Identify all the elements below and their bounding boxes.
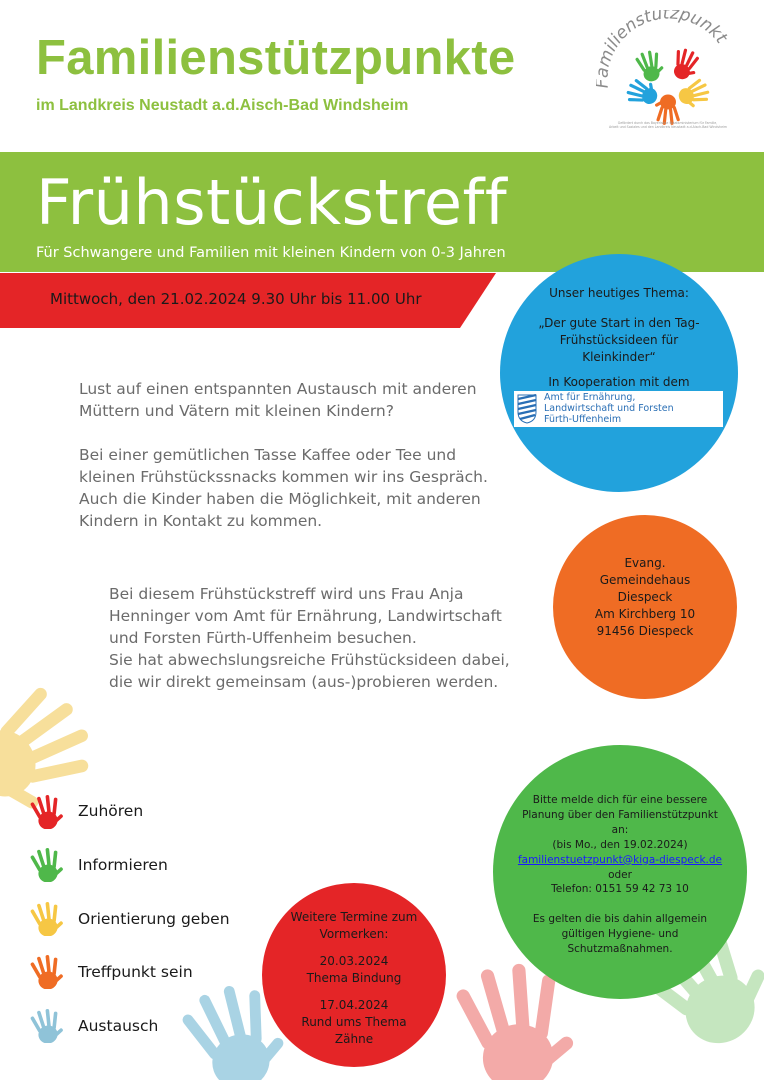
location-line-2: Gemeindehaus: [599, 573, 691, 588]
dates-circle: [262, 883, 446, 1067]
location-line-4: Am Kirchberg 10: [594, 607, 696, 622]
offer-list: [30, 793, 260, 1053]
topic-line-1: „Der gute Start in den Tag-: [538, 316, 700, 330]
list-item: [30, 900, 64, 940]
partner-line-3: Fürth-Uffenheim: [544, 413, 622, 425]
list-item: [30, 953, 64, 993]
partner-line-1: Amt für Ernährung,: [544, 392, 636, 403]
topic-line-2: Frühstücksideen für: [559, 333, 679, 348]
bavaria-crest-icon: [517, 394, 537, 424]
event-title: Frühstückstreff: [36, 166, 508, 239]
logo-text: milienstützpunkt: [596, 10, 731, 70]
location-line-3: Diespeck: [617, 590, 673, 605]
logo-hands: [624, 46, 713, 125]
page-subtitle: im Landkreis Neustadt a.d.Aisch-Bad Windsheim: [36, 97, 409, 114]
location-line-5: 91456 Diespeck: [596, 624, 694, 639]
location-line-1: Evang.: [624, 556, 666, 570]
topic-line-3: Kleinkinder“: [582, 350, 656, 365]
date-1-topic: Thema Bindung: [306, 971, 402, 986]
registration-circle: [493, 745, 747, 999]
phone-number: Telefon: 0151 59 42 73 10: [551, 883, 689, 896]
list-label-orientierung: Orientierung geben: [78, 910, 230, 928]
hygiene-note-1: Es gelten die bis dahin allgemein: [532, 913, 708, 926]
orange-hand-icon: [30, 953, 64, 989]
ideas-text: Sie hat abwechslungsreiche Frühstücksideen dabei, die wir direkt gemeinsam (aus-)probieren werden.: [109, 651, 510, 691]
cooperation-label: In Kooperation mit dem: [548, 375, 690, 389]
registration-line-3: an:: [611, 823, 629, 836]
intro-paragraph: Lust auf einen entspannten Austausch mit anderen Müttern und Vätern mit kleinen Kindern?: [79, 380, 477, 420]
date-2-topic-line-1: Rund ums Thema: [301, 1015, 407, 1030]
date-1: 20.03.2024: [319, 954, 389, 969]
green-hand-icon: [30, 846, 64, 882]
event-date: Mittwoch, den 21.02.2024 9.30 Uhr bis 11.00 Uhr: [50, 290, 422, 308]
date-2-topic-line-2: Zähne: [334, 1032, 374, 1047]
registration-line-2: Planung über den Familienstützpunkt: [522, 808, 718, 821]
list-item: [30, 1007, 64, 1047]
event-subtitle: Für Schwangere und Familien mit kleinen Kindern von 0-3 Jahren: [36, 245, 506, 261]
dates-heading-1: Weitere Termine zum: [290, 910, 418, 924]
registration-line-1: Bitte melde dich für eine bessere: [532, 794, 708, 806]
yellow-hand-icon: [30, 900, 64, 936]
familienstuetzpunkt-logo: [596, 10, 742, 138]
partner-line-2: Landwirtschaft und Forsten: [544, 402, 674, 414]
description-paragraph: Bei einer gemütlichen Tasse Kaffee oder Tee und kleinen Frühstückssnacks kommen wir ins Gespräch. Auch die Kinder haben die Möglichkeit, mit anderen Kindern in Kontakt zu kommen.: [79, 446, 488, 530]
email-link[interactable]: familienstuetzpunkt@kiga-diespeck.de: [517, 853, 723, 866]
topic-circle: [500, 254, 738, 492]
hygiene-note-2: gültigen Hygiene- und: [561, 928, 679, 941]
date-2: 17.04.2024: [319, 998, 389, 1013]
hygiene-note-3: Schutzmaßnahmen.: [567, 943, 673, 956]
registration-or: oder: [608, 868, 632, 881]
registration-deadline: (bis Mo., den 19.02.2024): [552, 838, 688, 851]
list-label-zuhoeren: Zuhören: [78, 802, 144, 820]
page-title: Familienstützpunkte: [36, 31, 516, 85]
dates-heading-2: Vormerken:: [319, 927, 389, 942]
list-label-treffpunkt: Treffpunkt sein: [78, 963, 193, 981]
list-item: [30, 793, 64, 833]
list-label-informieren: Informieren: [78, 856, 168, 874]
list-label-austausch: Austausch: [78, 1017, 159, 1035]
location-circle: [553, 515, 737, 699]
red-hand-icon: [30, 793, 64, 829]
guest-text: Bei diesem Frühstückstreff wird uns Frau Anja Henninger vom Amt für Ernährung, Landwirtschaft und Forsten Fürth-Uffenheim besuchen.: [109, 585, 502, 647]
blue-hand-icon: [30, 1007, 64, 1043]
partner-logo: [514, 391, 723, 427]
topic-heading: Unser heutiges Thema:: [549, 286, 689, 300]
list-item: [30, 846, 64, 886]
logo-fine-print: Gefördert durch das Bayerische Staatsministerium für Familie, Arbeit und Soziales und den Landkreis Neustadt a.d.Aisch-Bad Windsheim: [608, 121, 728, 129]
guest-paragraph: [109, 583, 529, 693]
